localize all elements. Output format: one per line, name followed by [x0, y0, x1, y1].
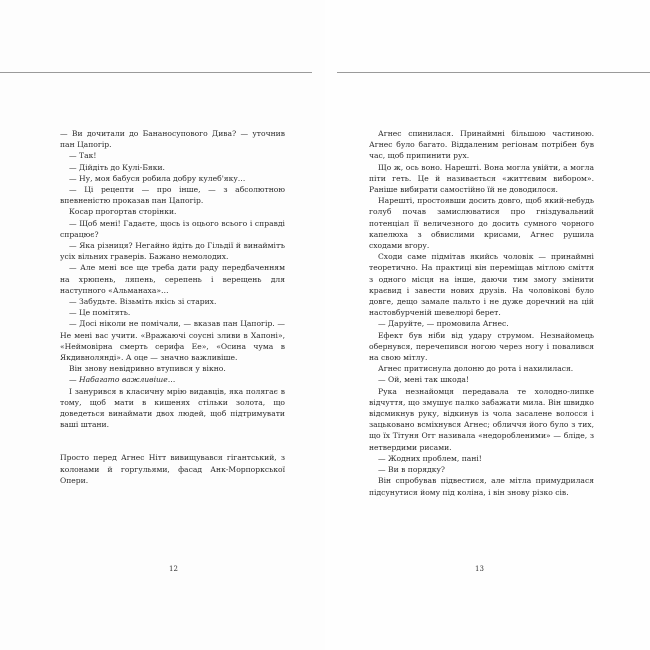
paragraph: — Дійдіть до Кулі-Бяки.: [69, 162, 165, 172]
paragraph: — Ви в порядку?: [378, 465, 445, 475]
paragraph: Просто перед Агнес Нітт вивищувався гігантський, з колонами й горгульями, фасад Анк-Морпоркської Опери.: [60, 453, 285, 485]
paragraph: [60, 374, 285, 385]
paragraph: Агнес спинилася. Принаймні більшою частиною. Агнес було багато. Віддаленим регіонам потрібен був час, щоб припинити рух.: [369, 129, 594, 161]
paragraph: Косар прогортав сторінки.: [69, 207, 177, 217]
paragraph: — Ці рецепти — про інше, — з абсолютною впевненістю проказав пан Цапогір.: [60, 185, 285, 206]
paragraph: — Жодних проблем, пані!: [378, 453, 482, 463]
right-page-text: [369, 128, 594, 498]
paragraph: Нарешті, простоявши досить довго, щоб який-небудь голуб почав замислюватися про гніздувальний потенціал її величезного до досить сумного чорного капелюха з обвислими крисами, Агнес рушила сходами вгору.: [369, 196, 594, 251]
paragraph: Він знову невідривно втупився у вікно.: [69, 364, 226, 374]
paragraph: Рука незнайомця передавала те холодно-липке відчуття, що змушує палко забажати мила. Він швидко відсмикнув руку, відкинув із чола засалене волосся і зацьковано всміхнувся Агнес; обличчя його було з тих, що їх Тітуня Огг називала «недоробленими» — бліде, з нетвердими рисами.: [369, 386, 594, 452]
paragraph: — Ви дочитали до Бананосупового Дива? — уточнив пан Цапогір.: [60, 129, 285, 150]
page-number: 12: [169, 565, 178, 573]
page-number: 13: [475, 565, 484, 573]
paragraph: Що ж, ось воно. Нарешті. Вона могла увійти, а могла піти геть. Це й називається «життєвим вибором». Раніше вибирати самостійно їй не доводилося.: [369, 162, 594, 195]
paragraph: — Але мені все ще треба дати раду передбаченням на хрюпень, ляпень, серепень і верещень для наступного «Альманаха»…: [60, 263, 285, 295]
paragraph: — Щоб мені! Гадаєте, щось із оцього всього і справді спрацює?: [60, 218, 285, 239]
left-page-text: [60, 128, 285, 486]
top-rule: [337, 72, 650, 73]
paragraph: Він спробував підвестися, але мітла примудрилася підсунутися йому під коліна, і він знову різко сів.: [369, 476, 594, 497]
paragraph: — Ой, мені так шкода!: [378, 375, 469, 385]
paragraph: Ефект був ніби від удару струмом. Незнайомець обернувся, перечепився ногою через ногу і повалився на свою мітлу.: [369, 330, 594, 363]
paragraph: — Даруйте, — промовила Агнес.: [378, 319, 509, 329]
paragraph: — Так!: [69, 151, 97, 161]
paragraph: Сходи саме підмітав якийсь чоловік — принаймні теоретично. На практиці він переміщав мітлою сміття з одного місця на інше, даючи тим змогу змінити краєвид і завести нових друзів. На чоловікові було довге, дещо замале пальто і не дуже доречний на цій настовбурченій шевелюрі берет.: [369, 252, 594, 318]
paragraph: — Досі ніколи не помічали, — вказав пан Цапогір. — Не мені вас учити. «Вражаючі соусні зливи в Хапоні», «Неймовірна смерть серифа Ее», «Осина чума в Якдивнолянді». А оце — значно важливіше.: [60, 319, 285, 363]
paragraph: — Ну, моя бабуся робила добру кулеб'яку…: [69, 173, 246, 183]
paragraph: І занурився в класичну мрію видавців, яка полягає в тому, щоб мати в кишенях стільки золота, що доведеться винаймати двох людей, щоб підтримувати ваші штани.: [60, 386, 285, 430]
paragraph: Агнес притиснула долоню до рота і нахилилася.: [378, 364, 574, 374]
paragraph: — Яка різниця? Негайно йдіть до Гільдії й винаймітъ усіх вільних граверів. Бажано немолодих.: [60, 241, 285, 262]
top-rule: [0, 72, 312, 73]
paragraph: — Це помітять.: [69, 308, 131, 318]
italic-text: — Набагато важливіше…: [69, 375, 176, 385]
right-page: [325, 0, 650, 650]
paragraph: — Забудьте. Візьміть якісь зі старих.: [69, 297, 217, 307]
